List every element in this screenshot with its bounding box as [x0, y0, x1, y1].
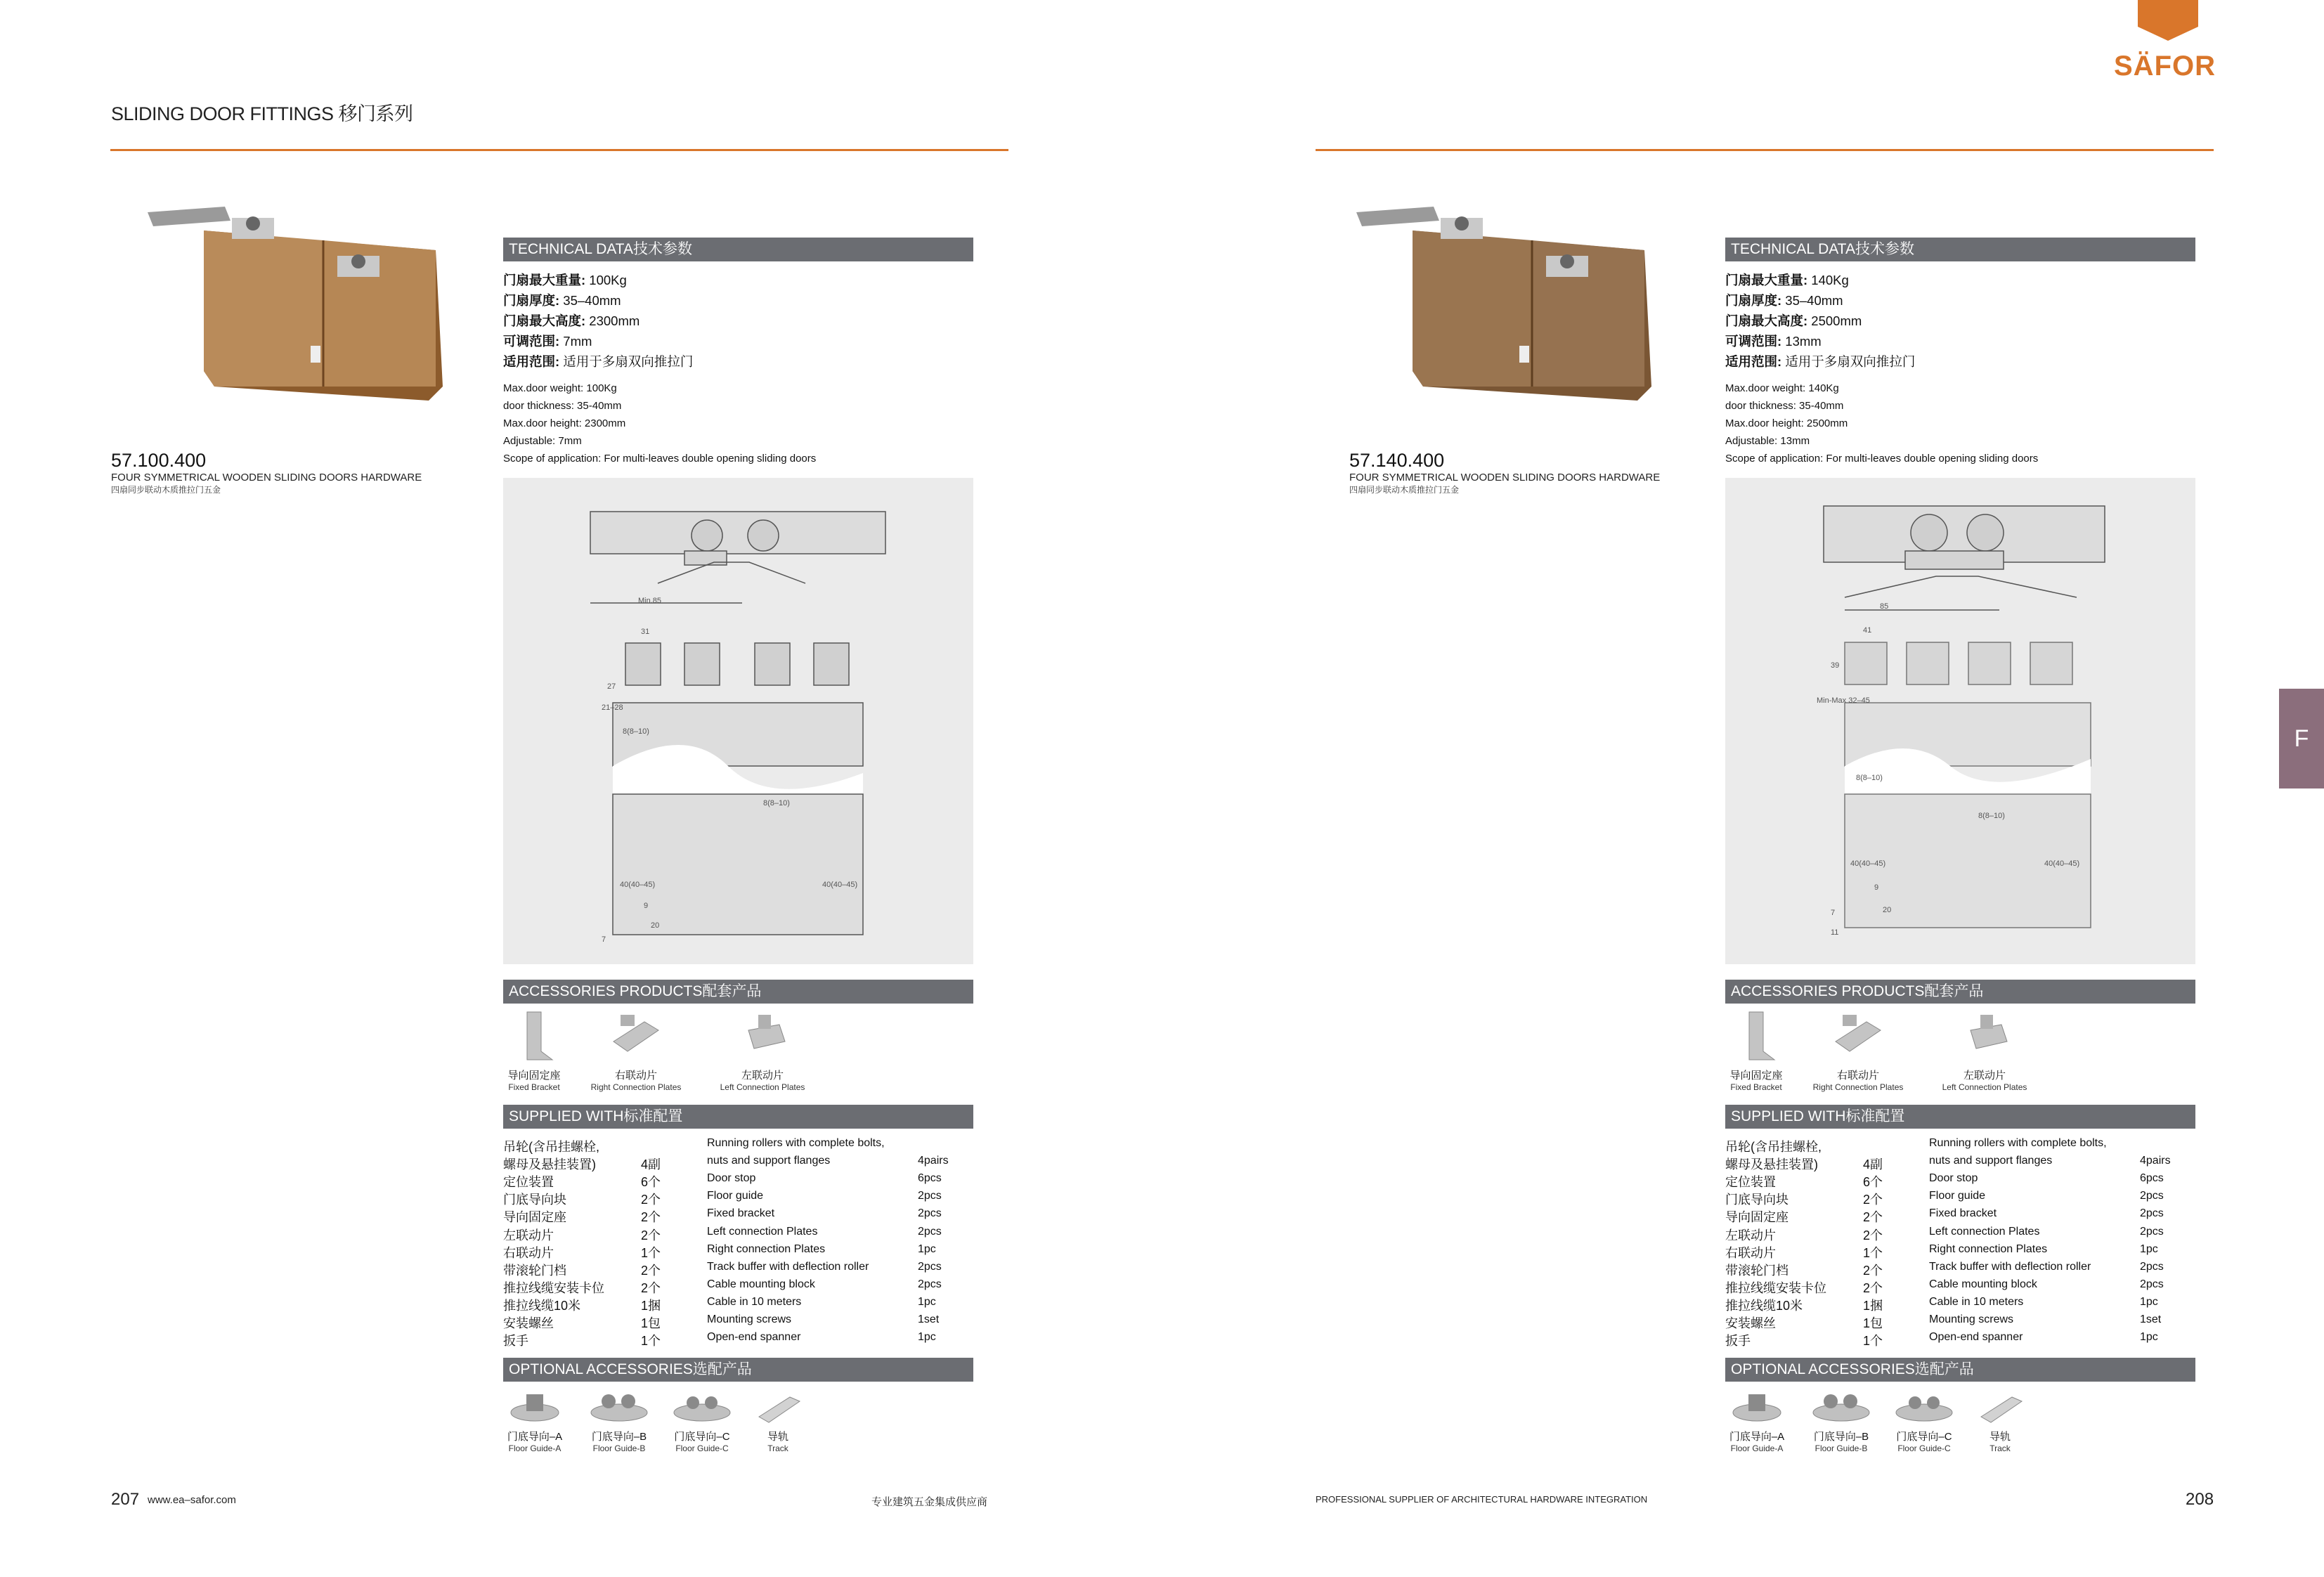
supplied-qty-en: 6pcs	[2140, 1172, 2164, 1185]
supplied-item-en: Cable in 10 meters	[707, 1295, 802, 1308]
dim-v2-left: 7	[602, 935, 606, 944]
supplied-item-en: Cable mounting block	[1929, 1278, 2037, 1290]
supplied-qty-zh: 1包	[641, 1316, 661, 1330]
accessories-header-left: ACCESSORIES PRODUCTS配套产品	[503, 980, 973, 1004]
supplied-qty-zh: 2个	[1863, 1280, 1883, 1295]
product-image-right	[1356, 202, 1658, 401]
supplied-header-right: SUPPLIED WITH标准配置	[1725, 1105, 2195, 1129]
dim-w-left: 31	[641, 628, 650, 636]
supplied-item-en: Left connection Plates	[1929, 1225, 2040, 1238]
page-number-left: 207	[111, 1490, 140, 1509]
accessories-header-right: ACCESSORIES PRODUCTS配套产品	[1725, 980, 2195, 1004]
supplied-item-en: Track buffer with deflection roller	[707, 1260, 869, 1273]
supplied-qty-en: 2pcs	[918, 1225, 942, 1238]
supplied-item-en: Floor guide	[1929, 1190, 1986, 1202]
supplied-item-zh: 定位装置	[503, 1175, 554, 1190]
dim-gap1-left: 8(8–10)	[623, 727, 649, 736]
dim-s1-right: 40(40–45)	[1850, 859, 1886, 868]
model-number-left: 57.100.400 FOUR SYMMETRICAL WOODEN SLIDING DOORS HARDWARE 四扇同步联动木质推拉门五金	[111, 450, 422, 495]
supplied-item-en: Running rollers with complete bolts,	[707, 1137, 885, 1149]
supplied-item-en: Door stop	[1929, 1172, 1978, 1185]
accessory-fixed-bracket-right[interactable]: 导向固定座 Fixed Bracket	[1721, 1009, 1791, 1092]
tech-data-header-left: TECHNICAL DATA技术参数	[503, 238, 973, 261]
dim-w-right: 41	[1863, 626, 1872, 635]
tech-data-zh-left: 门扇最大重量: 100Kg 门扇厚度: 35–40mm 门扇最大高度: 2300mm 可调范围: 7mm 适用范围: 适用于多扇双向推拉门	[503, 273, 694, 369]
dim-s2-right: 40(40–45)	[2044, 859, 2080, 868]
supplied-qty-en: 2pcs	[2140, 1278, 2164, 1290]
supplied-item-zh: 吊轮(含吊挂螺栓,	[1725, 1140, 1822, 1154]
floor-guide-a-icon	[1729, 1389, 1785, 1425]
supplied-item-en: Right connection Plates	[1929, 1242, 2048, 1255]
supplied-item-zh: 扳手	[503, 1334, 528, 1349]
optional-floor-guide-b-left[interactable]: 门底导向–B Floor Guide-B	[580, 1389, 658, 1453]
supplied-item-en: Floor guide	[707, 1190, 764, 1202]
dim-h2-right: Min-Max 32–45	[1817, 696, 1870, 705]
fixed-bracket-icon	[513, 1009, 555, 1064]
supplied-item-zh: 安装螺丝	[503, 1316, 554, 1330]
dim-gap2-left: 8(8–10)	[763, 799, 790, 807]
supplied-item-zh: 推拉线缆10米	[503, 1298, 581, 1313]
dim-h1-right: 39	[1831, 661, 1840, 670]
supplied-header-left: SUPPLIED WITH标准配置	[503, 1105, 973, 1129]
brand-name: SÄFOR	[2114, 51, 2216, 82]
supplied-qty-zh: 2个	[1863, 1210, 1883, 1225]
supplied-item-zh: 带滚轮门档	[503, 1263, 566, 1278]
side-tab-label: F	[2294, 725, 2309, 752]
dim-top-right: 85	[1880, 602, 1889, 611]
optional-floor-guide-c-left[interactable]: 门底导向–C Floor Guide-C	[663, 1389, 741, 1453]
tagline-right: PROFESSIONAL SUPPLIER OF ARCHITECTURAL HARDWARE INTEGRATION	[1316, 1494, 1648, 1505]
accessory-left-plate-right[interactable]: 左联动片 Left Connection Plates	[1925, 1009, 2044, 1092]
supplied-item-en: Fixed bracket	[707, 1207, 775, 1220]
dim-h2-left: 21–28	[602, 703, 623, 712]
supplied-qty-zh: 2个	[641, 1228, 661, 1242]
dim-g-left: 9	[644, 902, 649, 910]
supplied-qty-en: 1pc	[2140, 1331, 2158, 1344]
supplied-item-en: Cable in 10 meters	[1929, 1295, 2024, 1308]
supplied-qty-zh: 2个	[641, 1263, 661, 1278]
floor-guide-c-icon	[670, 1389, 734, 1425]
tech-data-en-left: Max.door weight: 100Kg door thickness: 35-40mm Max.door height: 2300mm Adjustable: 7mm Scope of application: For multi-leaves double opening sliding doors	[503, 382, 817, 465]
dim-gap1-right: 8(8–10)	[1856, 774, 1883, 782]
supplied-qty-zh: 6个	[641, 1175, 661, 1190]
supplied-qty-en: 2pcs	[2140, 1260, 2164, 1273]
tagline-left: 专业建筑五金集成供应商	[871, 1496, 988, 1508]
supplied-item-zh: 导向固定座	[503, 1210, 566, 1225]
optional-header-right: OPTIONAL ACCESSORIES选配产品	[1725, 1358, 2195, 1382]
left-header-rule	[110, 149, 1008, 151]
track-icon	[753, 1389, 803, 1425]
supplied-item-zh: 右联动片	[503, 1245, 554, 1260]
optional-floor-guide-b-right[interactable]: 门底导向–B Floor Guide-B	[1803, 1389, 1880, 1453]
brand-logo-icon	[2136, 0, 2200, 42]
product-desc-zh-left: 四扇同步联动木质推拉门五金	[111, 485, 221, 495]
accessory-fixed-bracket-left[interactable]: 导向固定座 Fixed Bracket	[499, 1009, 569, 1092]
optional-track-left[interactable]: 导轨 Track	[746, 1389, 810, 1453]
supplied-item-en: nuts and support flanges	[707, 1155, 831, 1167]
tech-data-en-right: Max.door weight: 140Kg door thickness: 35-40mm Max.door height: 2500mm Adjustable: 13mm Scope of application: For multi-leaves double opening sliding doors	[1725, 382, 2039, 465]
supplied-qty-en: 2pcs	[2140, 1207, 2164, 1220]
technical-drawing-left	[503, 478, 973, 964]
track-icon	[1975, 1389, 2025, 1425]
supplied-item-en: Open-end spanner	[707, 1331, 801, 1344]
supplied-item-zh: 左联动片	[1725, 1228, 1776, 1242]
supplied-qty-en: 2pcs	[2140, 1225, 2164, 1238]
supplied-qty-zh: 1捆	[1863, 1298, 1883, 1313]
supplied-qty-en: 1pc	[918, 1242, 936, 1255]
right-plate-icon	[608, 1009, 664, 1064]
supplied-item-en: Mounting screws	[707, 1313, 792, 1325]
supplied-item-en: Open-end spanner	[1929, 1331, 2023, 1344]
tech-data-header-right: TECHNICAL DATA技术参数	[1725, 238, 2195, 261]
supplied-qty-zh: 2个	[641, 1193, 661, 1207]
supplied-item-zh: 吊轮(含吊挂螺栓,	[503, 1140, 599, 1154]
technical-drawing-right	[1725, 478, 2195, 964]
supplied-qty-zh: 2个	[1863, 1228, 1883, 1242]
supplied-item-en: Left connection Plates	[707, 1225, 818, 1238]
supplied-item-en: Right connection Plates	[707, 1242, 826, 1255]
dim-g-right: 9	[1874, 883, 1879, 892]
accessory-right-plate-right[interactable]: 右联动片 Right Connection Plates	[1798, 1009, 1918, 1092]
supplied-qty-zh: 4副	[1863, 1157, 1883, 1172]
left-plate-icon	[734, 1009, 791, 1064]
supplied-item-zh: 推拉线缆10米	[1725, 1298, 1803, 1313]
floor-guide-c-icon	[1893, 1389, 1956, 1425]
supplied-item-zh: 带滚轮门档	[1725, 1263, 1789, 1278]
supplied-list-left	[503, 1137, 973, 1349]
supplied-item-zh: 螺母及悬挂装置)	[1725, 1157, 1818, 1172]
supplied-item-zh: 扳手	[1725, 1334, 1751, 1349]
supplied-qty-en: 6pcs	[918, 1172, 942, 1185]
supplied-qty-en: 2pcs	[2140, 1190, 2164, 1202]
section-title: SLIDING DOOR FITTINGS 移门系列	[111, 103, 413, 124]
supplied-qty-en: 1set	[2140, 1313, 2162, 1325]
dim-h1-left: 27	[607, 682, 616, 691]
optional-floor-guide-a-left[interactable]: 门底导向–A Floor Guide-A	[496, 1389, 573, 1453]
dim-v1-left: 20	[651, 921, 660, 930]
floor-guide-a-icon	[507, 1389, 563, 1425]
supplied-item-zh: 左联动片	[503, 1228, 554, 1242]
supplied-qty-en: 1pc	[2140, 1295, 2158, 1308]
right-header-rule	[1316, 149, 2214, 151]
product-desc-zh-right: 四扇同步联动木质推拉门五金	[1349, 485, 1460, 495]
dim-top-left: Min.85	[638, 597, 662, 605]
page-number-right: 208	[2186, 1490, 2214, 1509]
supplied-qty-zh: 2个	[1863, 1263, 1883, 1278]
supplied-qty-zh: 1个	[641, 1245, 661, 1260]
supplied-item-en: Track buffer with deflection roller	[1929, 1260, 2091, 1273]
dim-v3-right: 11	[1831, 928, 1839, 937]
supplied-item-zh: 推拉线缆安装卡位	[503, 1280, 604, 1295]
optional-floor-guide-c-right[interactable]: 门底导向–C Floor Guide-C	[1885, 1389, 1963, 1453]
supplied-qty-en: 2pcs	[918, 1278, 942, 1290]
website-link[interactable]: www.ea–safor.com	[148, 1494, 236, 1506]
supplied-qty-zh: 1个	[641, 1334, 661, 1349]
right-plate-icon	[1830, 1009, 1886, 1064]
supplied-qty-en: 2pcs	[918, 1190, 942, 1202]
floor-guide-b-icon	[1810, 1389, 1873, 1425]
supplied-qty-en: 1pc	[918, 1331, 936, 1344]
accessory-right-plate-left[interactable]: 右联动片 Right Connection Plates	[576, 1009, 696, 1092]
supplied-qty-en: 2pcs	[918, 1207, 942, 1220]
supplied-item-zh: 导向固定座	[1725, 1210, 1789, 1225]
dim-v2-right: 7	[1831, 909, 1836, 917]
supplied-qty-zh: 2个	[1863, 1193, 1883, 1207]
dim-s2-left: 40(40–45)	[822, 881, 858, 889]
product-desc-en-right: FOUR SYMMETRICAL WOODEN SLIDING DOORS HARDWARE	[1349, 472, 1661, 484]
supplied-item-zh: 安装螺丝	[1725, 1316, 1776, 1330]
fixed-bracket-icon	[1735, 1009, 1777, 1064]
supplied-qty-en: 4pairs	[2140, 1155, 2171, 1167]
supplied-qty-zh: 4副	[641, 1157, 661, 1172]
supplied-item-zh: 螺母及悬挂装置)	[503, 1157, 596, 1172]
accessory-left-plate-left[interactable]: 左联动片 Left Connection Plates	[703, 1009, 822, 1092]
dim-gap2-right: 8(8–10)	[1978, 812, 2005, 820]
supplied-qty-zh: 6个	[1863, 1175, 1883, 1190]
supplied-item-zh: 推拉线缆安装卡位	[1725, 1280, 1826, 1295]
supplied-qty-zh: 2个	[641, 1210, 661, 1225]
supplied-item-zh: 定位装置	[1725, 1175, 1776, 1190]
supplied-item-en: Cable mounting block	[707, 1278, 815, 1290]
supplied-qty-zh: 1包	[1863, 1316, 1883, 1330]
supplied-qty-en: 1pc	[2140, 1242, 2158, 1255]
section-side-tab[interactable]	[2279, 689, 2324, 788]
supplied-qty-zh: 1个	[1863, 1334, 1883, 1349]
supplied-item-en: nuts and support flanges	[1929, 1155, 2053, 1167]
dim-s1-left: 40(40–45)	[620, 881, 656, 889]
tech-data-zh-right: 门扇最大重量: 140Kg 门扇厚度: 35–40mm 门扇最大高度: 2500mm 可调范围: 13mm 适用范围: 适用于多扇双向推拉门	[1725, 273, 1916, 369]
product-image-left	[148, 202, 450, 401]
supplied-qty-en: 1pc	[918, 1295, 936, 1308]
supplied-item-en: Running rollers with complete bolts,	[1929, 1137, 2107, 1149]
left-plate-icon	[1956, 1009, 2013, 1064]
supplied-list-right	[1725, 1137, 2195, 1349]
optional-header-left: OPTIONAL ACCESSORIES选配产品	[503, 1358, 973, 1382]
dim-v1-right: 20	[1883, 906, 1892, 914]
model-number-right: 57.140.400 FOUR SYMMETRICAL WOODEN SLIDING DOORS HARDWARE 四扇同步联动木质推拉门五金	[1349, 450, 1661, 495]
supplied-qty-en: 4pairs	[918, 1155, 949, 1167]
optional-track-right[interactable]: 导轨 Track	[1968, 1389, 2032, 1453]
supplied-item-en: Fixed bracket	[1929, 1207, 1997, 1220]
supplied-item-zh: 右联动片	[1725, 1245, 1776, 1260]
supplied-item-en: Mounting screws	[1929, 1313, 2014, 1325]
supplied-item-zh: 门底导向块	[1725, 1193, 1789, 1207]
supplied-qty-zh: 1捆	[641, 1298, 661, 1313]
product-desc-en-left: FOUR SYMMETRICAL WOODEN SLIDING DOORS HARDWARE	[111, 472, 422, 484]
floor-guide-b-icon	[588, 1389, 651, 1425]
supplied-qty-zh: 1个	[1863, 1245, 1883, 1260]
supplied-item-en: Door stop	[707, 1172, 756, 1185]
supplied-qty-zh: 2个	[641, 1280, 661, 1295]
supplied-item-zh: 门底导向块	[503, 1193, 566, 1207]
supplied-qty-en: 2pcs	[918, 1260, 942, 1273]
optional-floor-guide-a-right[interactable]: 门底导向–A Floor Guide-A	[1718, 1389, 1796, 1453]
supplied-qty-en: 1set	[918, 1313, 940, 1325]
